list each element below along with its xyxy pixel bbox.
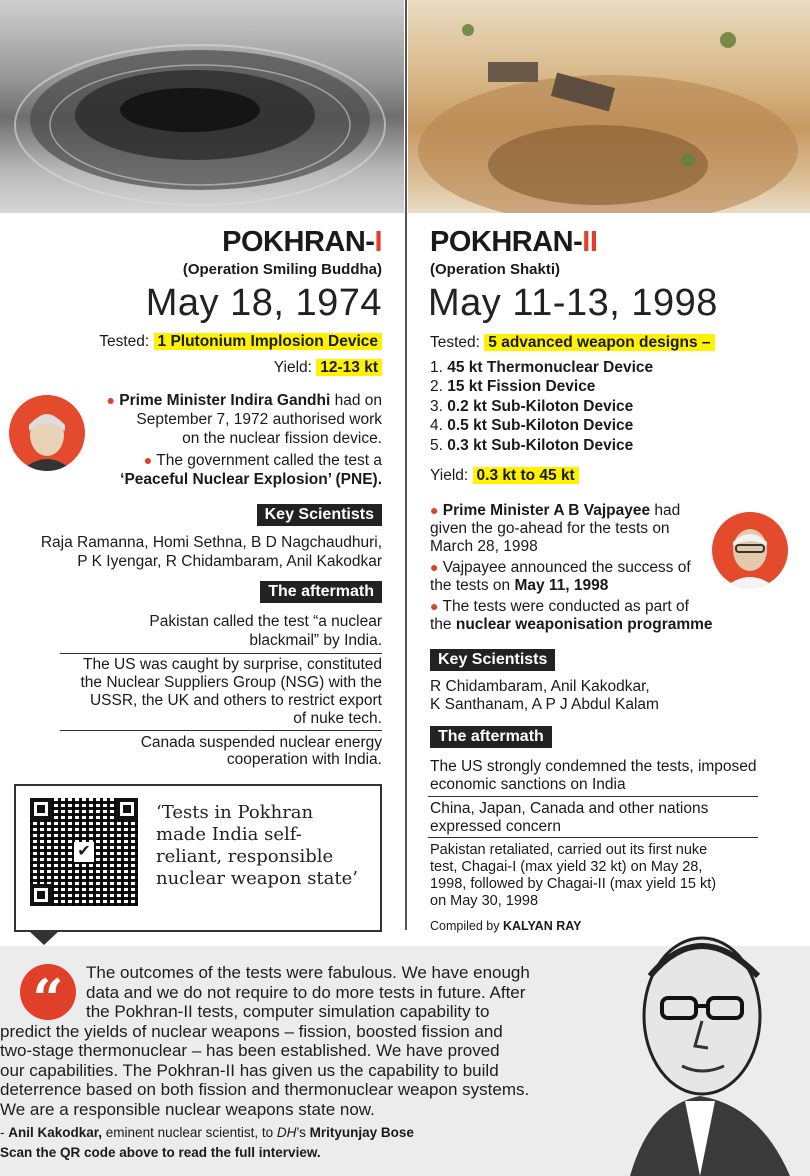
speech-tail (28, 930, 60, 945)
pokhran-1-aftermath-2-line-3: USSR, the UK and others to restrict export (89, 692, 382, 709)
title-prefix: POKHRAN- (430, 226, 583, 258)
pokhran-2-scientists-line-2: K Santhanam, A P J Abdul Kalam (430, 696, 659, 713)
point-bold: nuclear weaponisation programme (455, 616, 713, 633)
pokhran-1-aftermath-1-line-1: Pakistan called the test “a nuclear (149, 613, 382, 630)
title-numeral: II (582, 226, 598, 258)
compiled-name: KALYAN RAY (502, 919, 582, 933)
pokhran-2-yield (430, 467, 579, 485)
design-text: 0.2 kt Sub-Kiloton Device (447, 398, 634, 415)
qr-finder (30, 798, 52, 820)
pokhran-2-point-2: ● Vajpayee announced the success of (430, 559, 691, 576)
design-number: 5. (430, 437, 443, 454)
pokhran-2-subtitle: (Operation Shakti) (430, 261, 561, 278)
qr-quote-line: reliant, responsible (156, 846, 334, 867)
aftermath-separator (428, 796, 758, 797)
pokhran-2-aftermath-3-line-3: 1998, followed by Chagai-II (max yield 15 kt) (430, 876, 717, 892)
pokhran-2-title (430, 226, 597, 259)
tested-label: Tested: (99, 333, 150, 350)
pokhran-1-aftermath-label: The aftermath (260, 581, 382, 603)
pokhran-1-subtitle: (Operation Smiling Buddha) (182, 261, 382, 278)
design-item (430, 359, 653, 377)
pokhran-2-aftermath-3-line-2: test, Chagai-I (max yield 32 kt) on May 28, (430, 859, 703, 875)
design-number: 3. (430, 398, 443, 415)
pokhran-2-aftermath-3-line-4: on May 30, 1998 (430, 893, 539, 909)
qr-quote-line: made India self- (156, 824, 302, 845)
pokhran-2-point-3-line-2 (430, 616, 713, 634)
quote-line: We are a responsible nuclear weapons state now. (0, 1100, 375, 1119)
pokhran-2-tested (430, 334, 715, 352)
anil-kakodkar-sketch (590, 906, 810, 1176)
pokhran-2-aftermath-1-line-2: economic sanctions on India (430, 776, 626, 793)
pokhran-2-aftermath-label: The aftermath (430, 726, 552, 748)
pokhran-1-point-1: ● Prime Minister Indira Gandhi had on (106, 392, 382, 409)
design-text: 15 kt Fission Device (447, 378, 596, 395)
pokhran-2-crater-photo (408, 0, 810, 213)
pokhran-1-aftermath-3-line-1: Canada suspended nuclear energy (140, 734, 382, 751)
design-text: 0.5 kt Sub-Kiloton Device (447, 417, 634, 434)
quote-line: the Pokhran-II tests, computer simulation capability to (86, 1002, 490, 1021)
design-item (430, 378, 595, 396)
pokhran-1-scientists-line-2: P K Iyengar, R Chidambaram, Anil Kakodkar (77, 553, 382, 570)
tested-value: 5 advanced weapon designs – (484, 334, 714, 351)
quote-mark-icon: “ (20, 964, 76, 1020)
pokhran-2-key-scientists-label: Key Scientists (430, 649, 555, 671)
point-bold: Prime Minister Indira Gandhi (119, 392, 331, 409)
pokhran-1-point-1-line-2: September 7, 1972 authorised work (136, 411, 382, 428)
pokhran-2-aftermath-3-line-1: Pakistan retaliated, carried out its first nuke (430, 842, 708, 858)
pokhran-2-aftermath-2-line-1: China, Japan, Canada and other nations (430, 800, 709, 817)
pokhran-2-aftermath-2-line-2: expressed concern (430, 818, 561, 835)
crater-illustration-bw (0, 0, 404, 213)
design-item (430, 437, 633, 455)
design-number: 1. (430, 359, 443, 376)
point-bold: May 11, 1998 (514, 577, 609, 594)
tested-value: 1 Plutonium Implosion Device (154, 333, 382, 350)
pokhran-1-aftermath-1-line-2: blackmail” by India. (249, 632, 382, 649)
pokhran-1-aftermath-2-line-1: The US was caught by surprise, constituted (83, 656, 382, 673)
pokhran-2-date: May 11-13, 1998 (428, 282, 718, 324)
pokhran-1-key-scientists-label: Key Scientists (257, 504, 382, 526)
aftermath-separator (60, 653, 382, 654)
tested-label: Tested: (430, 334, 480, 351)
quote-line: data and we do not require to do more tests in future. After (86, 983, 526, 1002)
pokhran-2-point-1: ● Prime Minister A B Vajpayee had (430, 502, 681, 519)
pokhran-2-point-1-line-3: March 28, 1998 (430, 538, 538, 555)
qr-quote-box (14, 784, 382, 932)
portrait-icon (9, 395, 85, 471)
attr-text: - (0, 1125, 9, 1140)
pokhran-1-aftermath-2-line-4: of nuke tech. (293, 710, 382, 727)
attr-publication: DH (276, 1125, 297, 1140)
pokhran-1-yield (274, 359, 382, 377)
pokhran-1-aftermath-2-line-2: the Nuclear Suppliers Group (NSG) with the (80, 674, 382, 691)
attr-text: ’s (296, 1125, 310, 1140)
point-text: the tests on (430, 577, 515, 594)
point-rest: had (650, 502, 681, 519)
qr-finder (116, 798, 138, 820)
compiled-label: Compiled by (430, 919, 503, 933)
pokhran-1-title (222, 226, 382, 259)
aftermath-separator (428, 837, 758, 838)
design-number: 2. (430, 378, 443, 395)
point-bold: Prime Minister A B Vajpayee (442, 502, 651, 519)
pokhran-2-point-1-line-2: given the go-ahead for the tests on (430, 520, 670, 537)
qr-quote-line: nuclear weapon state’ (156, 868, 359, 889)
design-item (430, 398, 633, 416)
pokhran-2-scientists-line-1: R Chidambaram, Anil Kakodkar, (430, 678, 650, 695)
attr-author: Mrityunjay Bose (309, 1125, 414, 1140)
pokhran-2-point-3: ● The tests were conducted as part of (430, 598, 689, 615)
aftermath-separator (60, 730, 382, 731)
pokhran-2-point-2-line-2 (430, 577, 608, 595)
pokhran-1-date: May 18, 1974 (145, 282, 382, 324)
quote-line: two-stage thermonuclear – has been established. We have proved (0, 1041, 500, 1060)
design-text: 45 kt Thermonuclear Device (447, 359, 654, 376)
point-text: The tests were conducted as part of (442, 598, 689, 615)
yield-value: 12-13 kt (316, 359, 382, 376)
yield-label: Yield: (430, 467, 469, 484)
pokhran-2-aftermath-1-line-1: The US strongly condemned the tests, imposed (430, 758, 757, 775)
design-item (430, 417, 633, 435)
point-text: The government called the test a (156, 452, 382, 469)
point-text: Vajpayee announced the success of (442, 559, 691, 576)
yield-value: 0.3 kt to 45 kt (473, 467, 579, 484)
pokhran-1-point-2: ● The government called the test a (143, 452, 382, 469)
vajpayee-avatar (712, 512, 788, 588)
pokhran-1-tested (99, 333, 382, 351)
pokhran-1-crater-photo (0, 0, 404, 213)
pokhran-1-aftermath-3-line-2: cooperation with India. (226, 751, 382, 768)
quote-line: our capabilities. The Pokhran-II has given us the capability to build (0, 1061, 499, 1080)
yield-label: Yield: (273, 359, 312, 376)
pokhran-1-point-2-line-2: ‘Peaceful Nuclear Explosion’ (PNE). (120, 471, 382, 488)
qr-quote-line: ‘Tests in Pokhran (156, 802, 314, 823)
design-number: 4. (430, 417, 443, 434)
qr-finder (30, 884, 52, 906)
pokhran-1-scientists-line-1: Raja Ramanna, Homi Sethna, B D Nagchaudhuri, (40, 534, 382, 551)
point-text: the (430, 616, 456, 633)
column-divider (405, 0, 407, 930)
qr-quote-text (156, 802, 358, 890)
design-text: 0.3 kt Sub-Kiloton Device (447, 437, 634, 454)
check-icon: ✔ (74, 842, 94, 862)
attr-name: Anil Kakodkar, (8, 1125, 103, 1140)
quote-line: The outcomes of the tests were fabulous. We have enough (86, 963, 530, 982)
attr-text: eminent nuclear scientist, to (102, 1125, 277, 1140)
qr-code[interactable] (30, 798, 138, 906)
pokhran-1-point-1-line-3: on the nuclear fission device. (182, 430, 382, 447)
quote-line: predict the yields of nuclear weapons – fission, boosted fission and (0, 1022, 503, 1041)
quote-line: deterrence based on both fission and thermonuclear weapon systems. (0, 1080, 530, 1099)
portrait-icon (712, 512, 788, 588)
indira-gandhi-avatar (9, 395, 85, 471)
scan-note: Scan the QR code above to read the full interview. (0, 1145, 321, 1160)
point-rest: had on (330, 392, 382, 409)
title-numeral: I (374, 226, 382, 258)
compiled-by (430, 919, 581, 933)
crater-illustration-color (408, 0, 810, 213)
title-prefix: POKHRAN- (222, 226, 375, 258)
quote-attribution (0, 1125, 414, 1140)
